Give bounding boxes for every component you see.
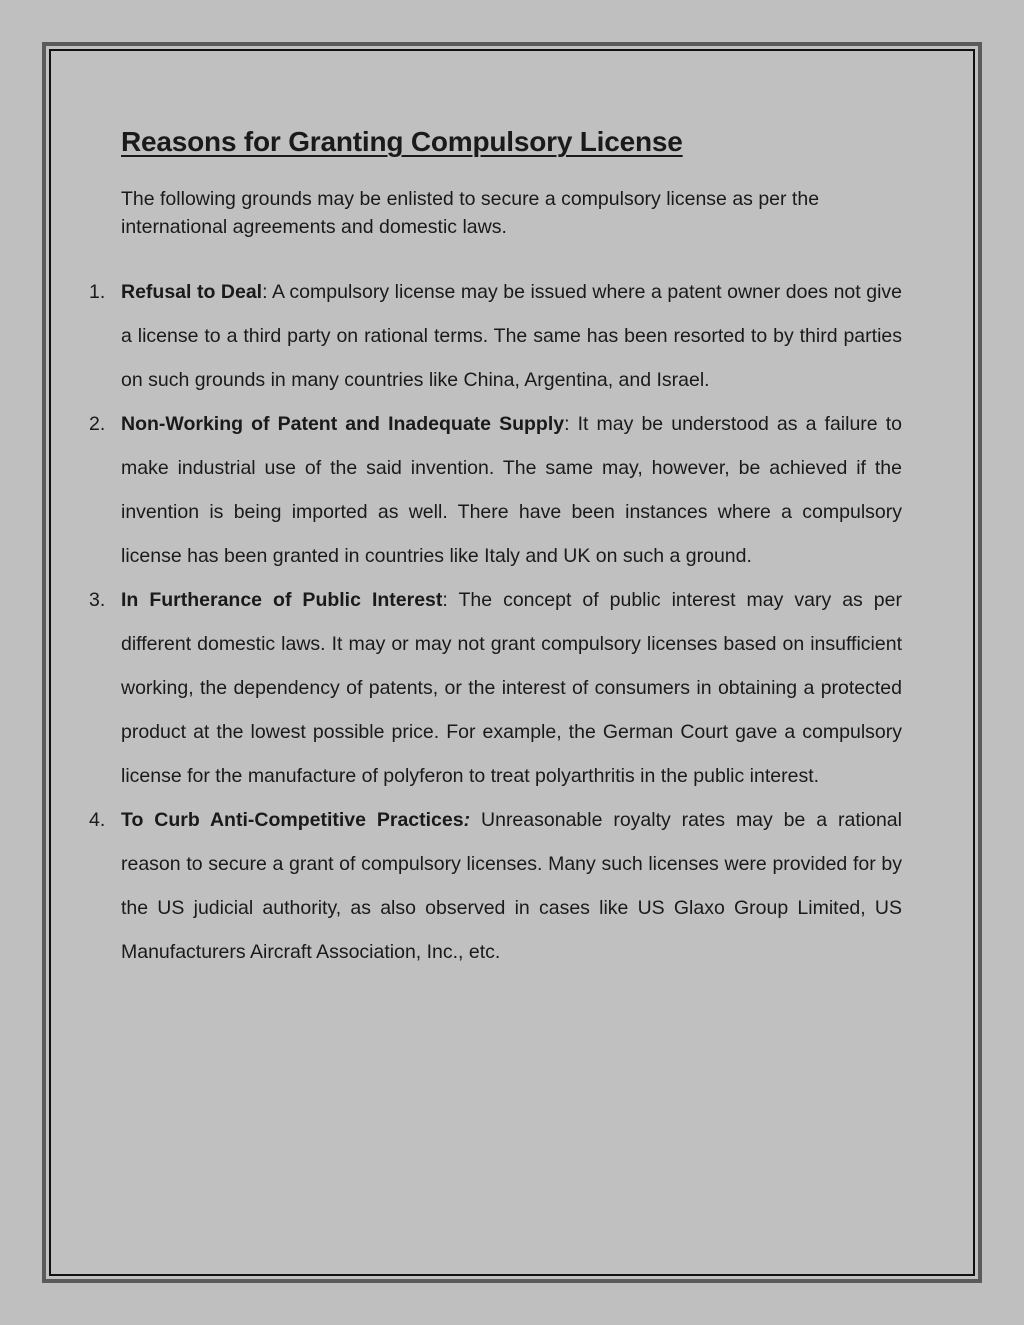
list-item [89,578,902,798]
list-item-text: It may be understood as a failure to make industrial use of the said invention. The same may, however, be achieved if the invention is being imported as well. There have been instances where a compulsory license has been granted in countries like Italy and UK on such a ground. [121,413,902,567]
list-item-text: Unreasonable royalty rates may be a rational reason to secure a grant of compulsory licenses. Many such licenses were provided for by the US judicial authority, as also observed in cases like US Glaxo Group Limited, US Manufacturers Aircraft Association, Inc., etc. [121,809,902,963]
list-item-term: Refusal to Deal [121,281,263,303]
page-title: Reasons for Granting Compulsory License [121,126,683,157]
list-item-number: 1. [89,281,106,303]
reasons-list [89,270,902,974]
list-item-number: 3. [89,589,106,611]
list-item [89,402,902,578]
list-item [89,798,902,974]
document-content [89,124,902,974]
list-item-separator: : [442,589,448,611]
list-item-number: 2. [89,413,106,435]
list-item-term: In Furtherance of Public Interest [121,589,443,611]
list-item-number: 4. [89,809,106,831]
list-item [89,270,902,402]
list-item-text: A compulsory license may be issued where a patent owner does not give a license to a third party on rational terms. The same has been resorted to by third parties on such grounds in many countries like China, Argentina, and Israel. [121,281,902,391]
list-item-term: Non-Working of Patent and Inadequate Supply [121,413,565,435]
list-item-separator: : [463,809,471,831]
list-item-term: To Curb Anti-Competitive Practices [121,809,464,831]
intro-paragraph: The following grounds may be enlisted to secure a compulsory license as per the international agreements and domestic laws. [121,188,820,238]
list-item-text: The concept of public interest may vary as per different domestic laws. It may or may not grant compulsory licenses based on insufficient working, the dependency of patents, or the interest of consumers in obtaining a protected product at the lowest possible price. For example, the German Court gave a compulsory license for the manufacture of polyferon to treat polyarthritis in the public interest. [121,589,902,787]
list-item-separator: : [262,281,268,303]
list-item-separator: : [564,413,570,435]
